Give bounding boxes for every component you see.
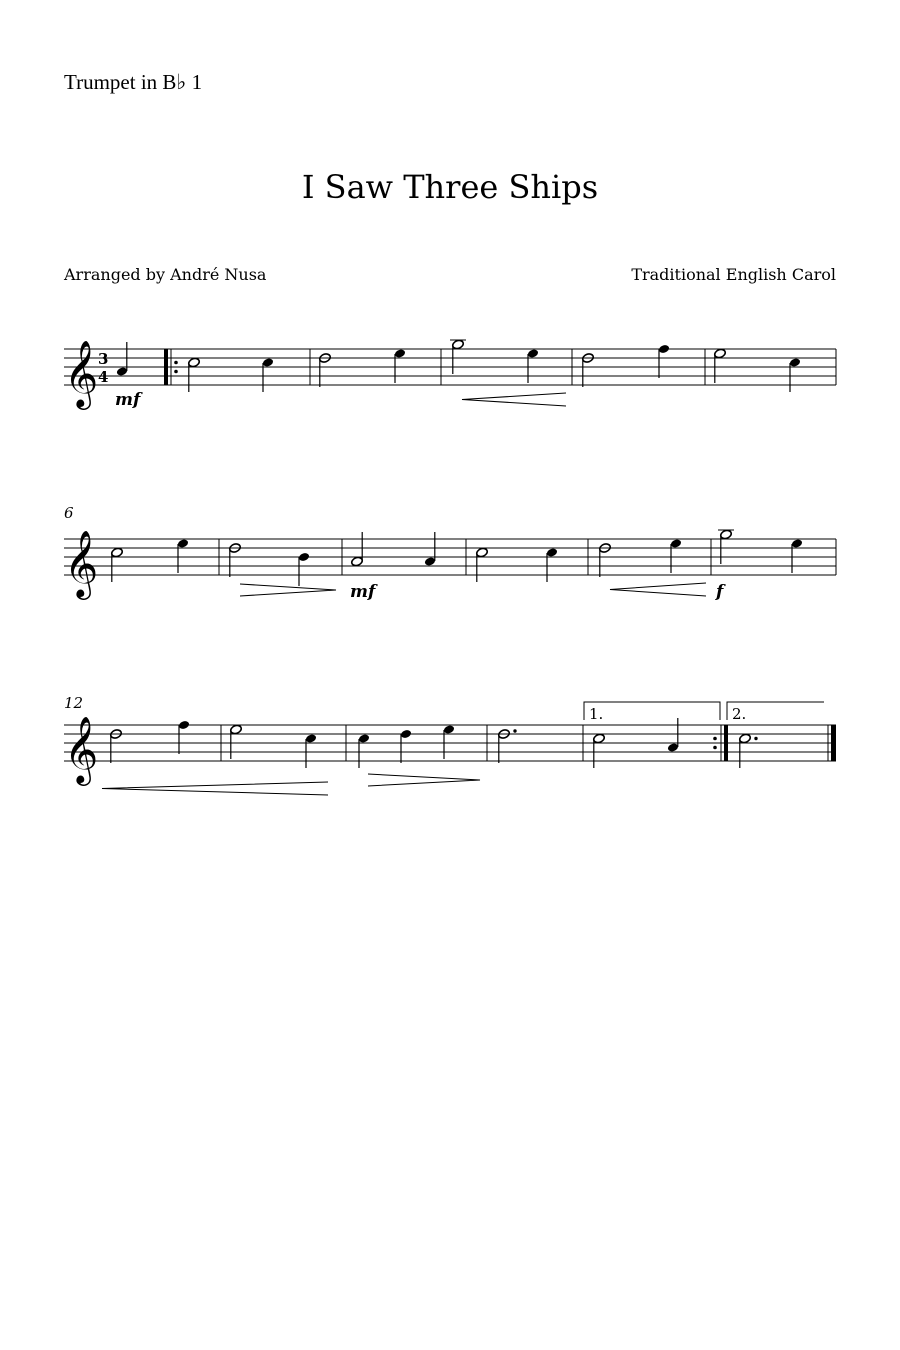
piece-title: I Saw Three Ships [301,168,599,206]
note [305,733,317,768]
treble-clef-icon: 𝄞 [64,715,99,783]
note [424,532,436,567]
note [443,724,455,759]
note [593,733,606,768]
dynamic-mf: mf [350,582,376,602]
crescendo-hairpin [102,782,328,795]
composer-credit: Traditional English Carol [631,265,836,284]
note [358,733,370,768]
treble-clef-icon: 𝄞 [64,339,99,407]
note [351,532,364,567]
crescendo-hairpin [462,393,566,406]
measure-number: 12 [64,694,84,712]
note [450,339,466,374]
part-name: Trumpet in B♭ 1 [64,70,203,94]
note [400,729,412,763]
note [178,720,190,754]
note [546,547,558,582]
decrescendo-hairpin [240,584,336,596]
note [670,538,682,573]
note [111,547,124,582]
note [658,344,670,378]
note [116,342,128,377]
time-signature-denominator: 4 [98,368,109,386]
note [789,357,801,392]
note [394,348,406,383]
note [188,357,201,392]
system-1 [64,349,836,385]
decrescendo-hairpin [368,774,480,786]
note [667,718,679,753]
note [791,538,803,573]
crescendo-hairpin [610,583,706,596]
second-ending-label: 2. [732,705,747,723]
first-ending-bracket [584,702,720,720]
note [230,724,243,759]
note [718,529,734,564]
arranger-credit: Arranged by André Nusa [64,265,267,284]
note [262,357,274,392]
note [527,348,539,383]
treble-clef-icon: 𝄞 [64,529,99,597]
dynamic-f: f [716,582,724,602]
time-signature-numerator: 3 [98,350,109,368]
note [298,552,310,586]
note [714,348,727,383]
note [177,538,189,573]
note [739,733,758,768]
first-ending-label: 1. [589,705,604,723]
measure-number: 6 [64,504,74,522]
dynamic-mf: mf [115,390,141,410]
note [476,547,489,582]
